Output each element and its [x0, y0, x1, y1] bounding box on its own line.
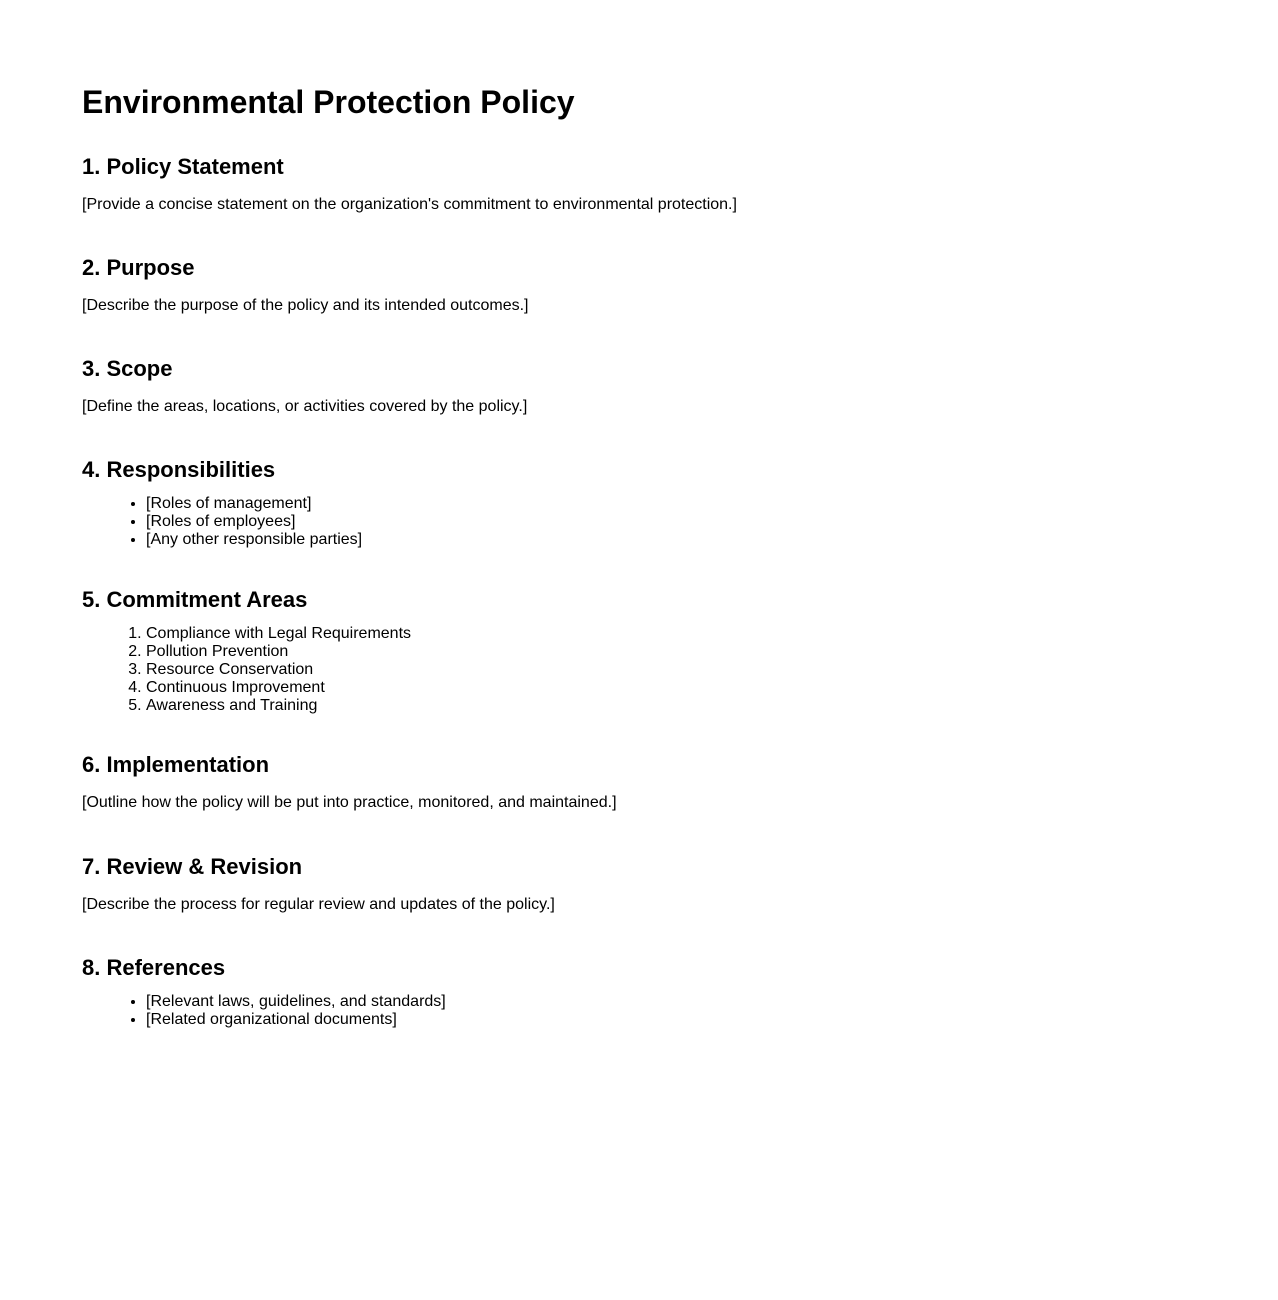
list-item: 1. Compliance with Legal Requirements — [146, 625, 1182, 643]
list-item: • [Any other responsible parties] — [146, 531, 1182, 549]
section-text: [Define the areas, locations, or activities covered by the policy.] — [82, 398, 528, 415]
list-item: • [Related organizational documents] — [146, 1011, 1182, 1029]
section-heading: 4. Responsibilities — [82, 457, 276, 482]
list-item: 2. Pollution Prevention — [146, 643, 1182, 661]
section-responsibilities — [82, 457, 1182, 549]
responsibilities-list — [82, 495, 1182, 549]
references-list — [82, 993, 1182, 1029]
section-review-revision — [82, 854, 1182, 914]
list-item: • [Roles of management] — [146, 495, 1182, 513]
section-scope — [82, 356, 1182, 416]
section-heading: 8. References — [82, 955, 226, 980]
list-item: • [Roles of employees] — [146, 513, 1182, 531]
section-heading: 1. Policy Statement — [82, 154, 284, 179]
section-heading: 2. Purpose — [82, 255, 195, 280]
section-text: [Provide a concise statement on the organization's commitment to environmental protection.] — [82, 196, 737, 213]
section-policy-statement — [82, 154, 1182, 214]
list-item: 5. Awareness and Training — [146, 697, 1182, 715]
section-commitment-areas — [82, 587, 1182, 715]
section-heading: 5. Commitment Areas — [82, 587, 308, 612]
section-heading: 7. Review & Revision — [82, 854, 303, 879]
section-text: [Describe the purpose of the policy and its intended outcomes.] — [82, 297, 529, 314]
section-implementation — [82, 752, 1182, 812]
section-text: [Outline how the policy will be put into practice, monitored, and maintained.] — [82, 794, 617, 811]
section-text: [Describe the process for regular review and updates of the policy.] — [82, 896, 555, 913]
section-heading: 3. Scope — [82, 356, 173, 381]
commitment-areas-list — [82, 625, 1182, 715]
document-title: Environmental Protection Policy — [82, 84, 575, 120]
section-purpose — [82, 255, 1182, 315]
list-item: 4. Continuous Improvement — [146, 679, 1182, 697]
section-references — [82, 955, 1182, 1029]
list-item: • [Relevant laws, guidelines, and standards] — [146, 993, 1182, 1011]
list-item: 3. Resource Conservation — [146, 661, 1182, 679]
section-heading: 6. Implementation — [82, 752, 270, 777]
